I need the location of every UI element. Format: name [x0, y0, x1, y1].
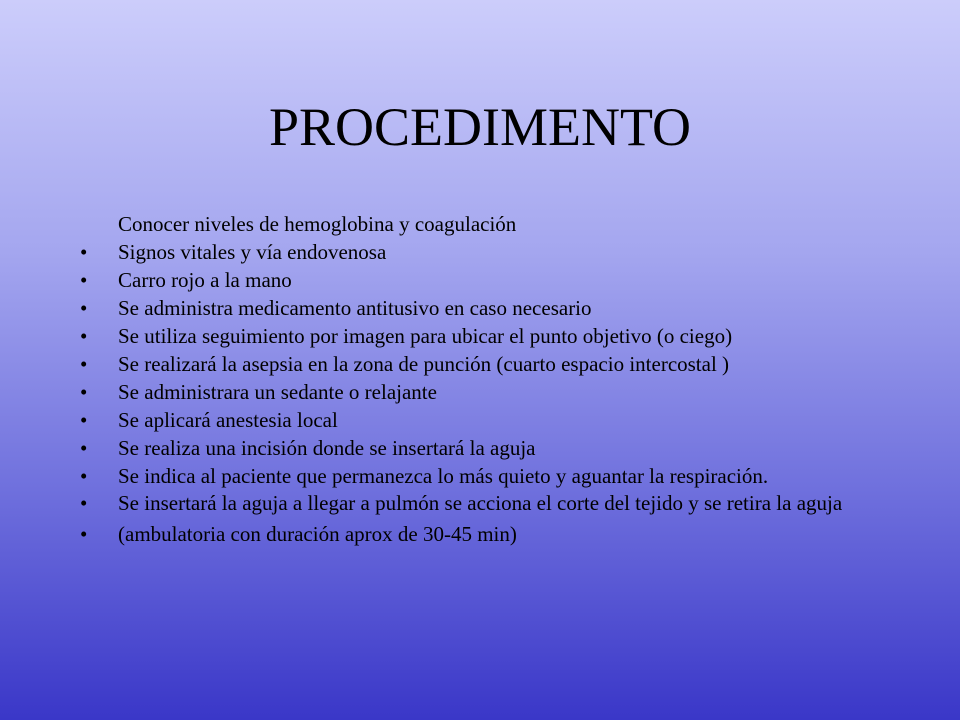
bullet-icon: •: [80, 464, 88, 488]
list-item-text: Se realiza una incisión donde se insertará la aguja: [118, 436, 536, 460]
bullet-icon: •: [80, 240, 88, 264]
list-item: [80, 266, 880, 294]
list-item-text: Se administra medicamento antitusivo en caso necesario: [118, 296, 592, 320]
list-item: [80, 462, 880, 490]
list-item-text: Se administrara un sedante o relajante: [118, 380, 437, 404]
list-item: [80, 520, 880, 548]
bullet-icon: •: [80, 380, 88, 404]
list-item-text: (ambulatoria con duración aprox de 30-45 min): [118, 522, 517, 546]
bullet-icon: •: [80, 522, 88, 546]
list-item-text: Se aplicará anestesia local: [118, 408, 338, 432]
list-item: [80, 490, 880, 520]
bullet-icon: •: [80, 324, 88, 348]
bullet-icon: •: [80, 352, 88, 376]
list-item-text: Carro rojo a la mano: [118, 268, 292, 292]
bullet-icon: •: [80, 296, 88, 320]
list-item: [80, 350, 880, 378]
list-item: [80, 434, 880, 462]
bullet-icon: •: [80, 408, 88, 432]
bullet-icon: •: [80, 436, 88, 460]
list-item-text: Signos vitales y vía endovenosa: [118, 240, 387, 264]
intro-text: Conocer niveles de hemoglobina y coagulación: [118, 212, 517, 236]
list-item: [80, 378, 880, 406]
list-item-text: Se realizará la asepsia en la zona de punción (cuarto espacio intercostal ): [118, 352, 730, 376]
list-item-text: Se insertará la aguja a llegar a pulmón se acciona el corte del tejido y se retira la aguja: [118, 491, 843, 515]
procedure-list: [80, 238, 880, 548]
list-item: [80, 322, 880, 350]
list-item: [80, 238, 880, 266]
slide-title: PROCEDIMENTO: [268, 97, 692, 157]
bullet-icon: •: [80, 491, 88, 515]
list-item-text: Se indica al paciente que permanezca lo más quieto y aguantar la respiración.: [118, 464, 769, 488]
list-item: [80, 406, 880, 434]
bullet-icon: •: [80, 268, 88, 292]
list-item: [80, 294, 880, 322]
list-item-text: Se utiliza seguimiento por imagen para ubicar el punto objetivo (o ciego): [118, 324, 733, 348]
